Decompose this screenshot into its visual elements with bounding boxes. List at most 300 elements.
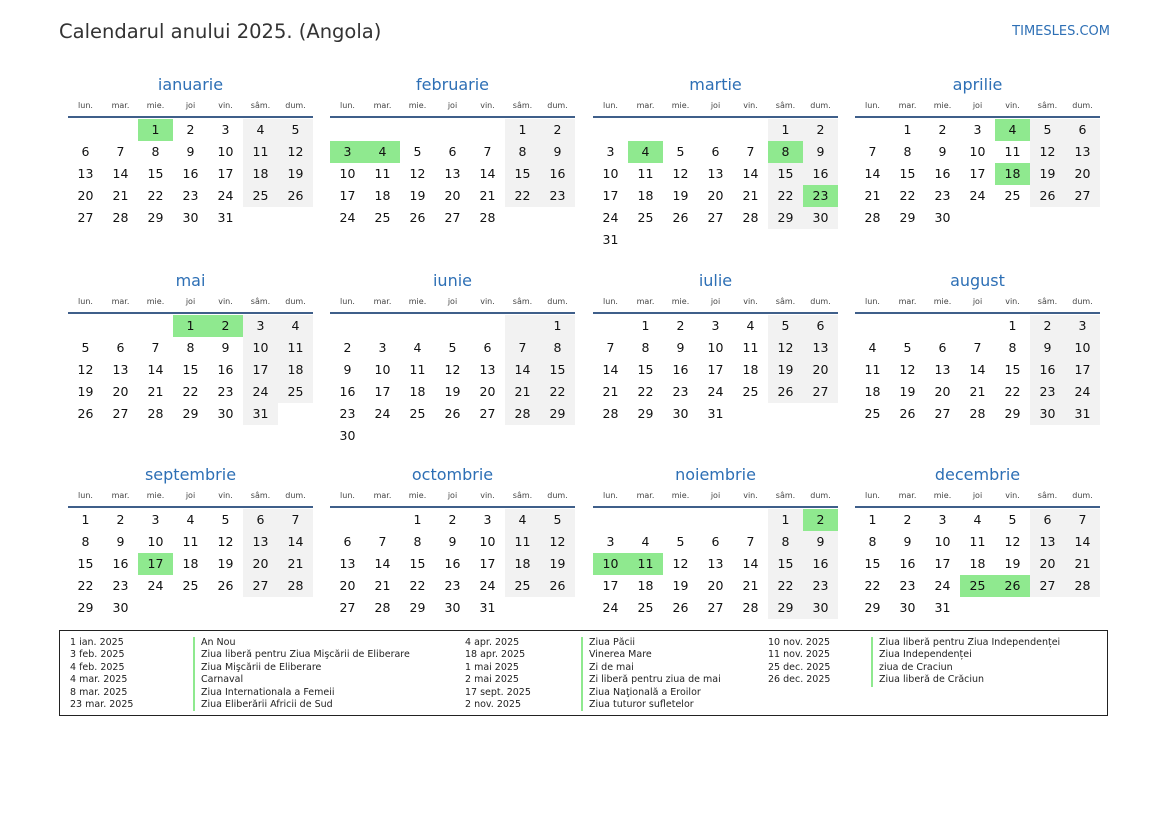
day-cell: 12 — [540, 531, 575, 553]
week-row — [68, 509, 313, 531]
week-row — [593, 163, 838, 185]
day-cell: 24 — [243, 381, 278, 403]
day-cell: 7 — [868, 144, 877, 159]
day-cell: 22 — [540, 381, 575, 403]
day-cell: 8 — [768, 141, 803, 163]
day-cell: 5 — [448, 340, 457, 355]
empty-cell — [628, 509, 663, 531]
weekday-header — [330, 292, 575, 310]
day-cell: 3 — [221, 122, 230, 137]
day-cell: 4 — [973, 512, 982, 527]
week-row — [593, 141, 838, 163]
empty-cell — [505, 425, 540, 447]
day-cell: 8 — [505, 141, 540, 163]
empty-cell — [278, 207, 313, 229]
week-row — [593, 315, 838, 337]
weekday-label: mar. — [373, 296, 392, 306]
weekday-label: dum. — [547, 100, 568, 110]
day-cell: 2 — [803, 119, 838, 141]
day-cell: 14 — [742, 166, 759, 181]
weekday-label: mie. — [933, 296, 952, 306]
empty-cell — [663, 229, 698, 251]
day-cell: 6 — [116, 340, 125, 355]
day-cell: 31 — [479, 600, 496, 615]
empty-cell — [365, 509, 400, 531]
day-cell: 19 — [672, 188, 689, 203]
day-cell: 12 — [899, 362, 916, 377]
day-cell: 4 — [868, 340, 877, 355]
day-cell: 16 — [899, 556, 916, 571]
month-divider — [68, 312, 313, 314]
day-cell: 4 — [505, 509, 540, 531]
day-cell: 2 — [448, 512, 457, 527]
day-cell: 23 — [672, 384, 689, 399]
day-cell: 9 — [803, 141, 838, 163]
legend-holiday-name: Ziua Independenței — [871, 649, 1060, 661]
month-noiembrie — [593, 464, 838, 619]
day-cell: 28 — [864, 210, 881, 225]
day-cell: 5 — [903, 340, 912, 355]
legend-holiday-name: Ziua liberă pentru Ziua Mişcării de Eliberare — [193, 649, 410, 661]
day-cell: 14 — [505, 359, 540, 381]
weekday-label: dum. — [547, 296, 568, 306]
legend-holiday-name: Vinerea Mare — [581, 649, 721, 661]
legend-holiday-name: An Nou — [193, 637, 410, 649]
month-ianuarie — [68, 74, 313, 229]
week-row — [855, 509, 1100, 531]
legend-holiday-name: Zi liberă pentru ziua de mai — [581, 674, 721, 686]
day-cell: 16 — [112, 556, 129, 571]
empty-cell — [330, 509, 365, 531]
day-cell: 7 — [378, 534, 387, 549]
day-cell: 23 — [1030, 381, 1065, 403]
empty-cell — [960, 207, 995, 229]
day-cell: 12 — [672, 556, 689, 571]
week-row — [330, 509, 575, 531]
day-cell: 6 — [711, 144, 720, 159]
legend-holiday-name: Ziua Internationala a Femeii — [193, 687, 410, 699]
legend-dates-col-1 — [70, 637, 133, 711]
empty-cell — [278, 403, 313, 425]
day-cell: 2 — [1030, 315, 1065, 337]
weekday-label: mie. — [408, 296, 427, 306]
day-cell: 15 — [637, 362, 654, 377]
day-cell: 14 — [1065, 531, 1100, 553]
day-cell: 30 — [803, 207, 838, 229]
weekday-label: joi — [972, 296, 983, 306]
day-cell: 28 — [147, 406, 164, 421]
empty-cell — [138, 315, 173, 337]
legend-names-col-1 — [193, 637, 410, 711]
day-cell: 9 — [938, 144, 947, 159]
day-cell: 27 — [444, 210, 461, 225]
day-cell: 13 — [479, 362, 496, 377]
day-cell: 8 — [903, 144, 912, 159]
week-row — [855, 207, 1100, 229]
empty-cell — [855, 119, 890, 141]
weekday-label: mie. — [933, 100, 952, 110]
week-row — [330, 163, 575, 185]
weekday-label: vin. — [480, 100, 495, 110]
month-divider — [330, 116, 575, 118]
day-cell: 29 — [409, 600, 426, 615]
day-cell: 24 — [217, 188, 234, 203]
day-cell: 13 — [1065, 141, 1100, 163]
week-row — [855, 381, 1100, 403]
day-cell: 21 — [742, 188, 759, 203]
week-row — [593, 509, 838, 531]
weekday-header — [855, 486, 1100, 504]
day-cell: 9 — [221, 340, 230, 355]
day-cell: 18 — [637, 578, 654, 593]
week-row — [330, 531, 575, 553]
day-cell: 21 — [479, 188, 496, 203]
empty-cell — [68, 315, 103, 337]
day-cell: 19 — [444, 384, 461, 399]
day-cell: 27 — [1065, 185, 1100, 207]
weekday-label: joi — [710, 490, 721, 500]
day-cell: 27 — [803, 381, 838, 403]
day-cell: 12 — [217, 534, 234, 549]
week-row — [68, 575, 313, 597]
day-cell: 26 — [217, 578, 234, 593]
day-cell: 11 — [969, 534, 986, 549]
week-row — [593, 403, 838, 425]
day-cell: 29 — [637, 406, 654, 421]
day-cell: 11 — [637, 166, 654, 181]
day-cell: 8 — [868, 534, 877, 549]
month-divider — [68, 506, 313, 508]
weekday-label: dum. — [810, 296, 831, 306]
day-cell: 9 — [803, 531, 838, 553]
week-row — [330, 119, 575, 141]
day-cell: 17 — [934, 556, 951, 571]
day-cell: 12 — [278, 141, 313, 163]
empty-cell — [960, 315, 995, 337]
weekday-label: dum. — [1072, 100, 1093, 110]
day-cell: 17 — [138, 553, 173, 575]
day-cell: 21 — [374, 578, 391, 593]
day-cell: 3 — [483, 512, 492, 527]
day-cell: 8 — [641, 340, 650, 355]
weekday-label: joi — [185, 490, 196, 500]
day-cell: 13 — [112, 362, 129, 377]
day-cell: 22 — [147, 188, 164, 203]
weekday-label: vin. — [1005, 296, 1020, 306]
day-cell: 1 — [1008, 318, 1017, 333]
weekday-label: joi — [185, 100, 196, 110]
weekday-label: vin. — [480, 296, 495, 306]
legend-date: 10 nov. 2025 — [768, 637, 831, 648]
day-cell: 30 — [217, 406, 234, 421]
day-cell: 14 — [112, 166, 129, 181]
day-cell: 20 — [707, 188, 724, 203]
day-cell: 11 — [409, 362, 426, 377]
weekday-label: sâm. — [512, 296, 533, 306]
day-cell: 30 — [182, 210, 199, 225]
day-cell: 12 — [1004, 534, 1021, 549]
weekday-label: mar. — [636, 490, 655, 500]
day-cell: 24 — [969, 188, 986, 203]
day-cell: 11 — [505, 531, 540, 553]
day-cell: 7 — [505, 337, 540, 359]
day-cell: 19 — [217, 556, 234, 571]
day-cell: 22 — [899, 188, 916, 203]
day-cell: 3 — [938, 512, 947, 527]
day-cell: 11 — [243, 141, 278, 163]
weekday-label: vin. — [1005, 490, 1020, 500]
day-cell: 11 — [182, 534, 199, 549]
day-cell: 12 — [77, 362, 94, 377]
week-row — [68, 359, 313, 381]
day-cell: 20 — [803, 359, 838, 381]
weekday-label: mar. — [636, 296, 655, 306]
week-row — [855, 163, 1100, 185]
week-row — [855, 337, 1100, 359]
day-cell: 26 — [672, 600, 689, 615]
empty-cell — [663, 119, 698, 141]
weekday-label: sâm. — [250, 100, 271, 110]
day-cell: 27 — [112, 406, 129, 421]
day-cell: 3 — [973, 122, 982, 137]
legend-date: 17 sept. 2025 — [465, 686, 531, 698]
legend-date: 3 feb. 2025 — [70, 649, 125, 661]
day-cell: 19 — [899, 384, 916, 399]
day-cell: 9 — [1030, 337, 1065, 359]
day-cell: 10 — [243, 337, 278, 359]
day-cell: 17 — [602, 188, 619, 203]
week-row — [593, 229, 838, 251]
legend-date: 26 dec. 2025 — [768, 674, 831, 686]
empty-cell — [593, 315, 628, 337]
day-cell: 9 — [448, 534, 457, 549]
week-row — [593, 185, 838, 207]
month-septembrie — [68, 464, 313, 619]
weekday-label: mar. — [111, 100, 130, 110]
day-cell: 25 — [505, 575, 540, 597]
day-cell: 3 — [711, 318, 720, 333]
day-cell: 25 — [864, 406, 881, 421]
week-row — [330, 425, 575, 447]
day-cell: 15 — [409, 556, 426, 571]
week-row — [68, 381, 313, 403]
weekday-label: joi — [972, 490, 983, 500]
weekday-label: sâm. — [512, 490, 533, 500]
weekday-label: lun. — [603, 296, 618, 306]
empty-cell — [1030, 207, 1065, 229]
day-cell: 24 — [374, 406, 391, 421]
day-cell: 1 — [540, 315, 575, 337]
day-cell: 31 — [243, 403, 278, 425]
empty-cell — [733, 119, 768, 141]
day-cell: 23 — [803, 185, 838, 207]
week-row — [330, 381, 575, 403]
legend-holiday-name: Carnaval — [193, 674, 410, 686]
day-cell: 19 — [540, 553, 575, 575]
day-cell: 10 — [479, 534, 496, 549]
day-cell: 27 — [707, 600, 724, 615]
month-name: iulie — [698, 271, 733, 290]
empty-cell — [278, 597, 313, 619]
day-cell: 21 — [864, 188, 881, 203]
day-cell: 29 — [864, 600, 881, 615]
weekday-label: mar. — [898, 100, 917, 110]
day-cell: 29 — [182, 406, 199, 421]
empty-cell — [365, 119, 400, 141]
legend-holiday-name: Zi de mai — [581, 662, 721, 674]
weekday-label: mar. — [898, 296, 917, 306]
month-name: august — [950, 271, 1005, 290]
month-octombrie — [330, 464, 575, 619]
empty-cell — [505, 597, 540, 619]
week-row — [68, 119, 313, 141]
day-cell: 22 — [637, 384, 654, 399]
week-row — [68, 163, 313, 185]
day-cell: 30 — [339, 428, 356, 443]
month-divider — [855, 312, 1100, 314]
day-cell: 21 — [742, 578, 759, 593]
day-cell: 4 — [746, 318, 755, 333]
weekday-label: lun. — [865, 490, 880, 500]
empty-cell — [663, 509, 698, 531]
legend-date: 4 apr. 2025 — [465, 637, 520, 648]
empty-cell — [365, 315, 400, 337]
weekday-label: mie. — [671, 100, 690, 110]
day-cell: 14 — [278, 531, 313, 553]
day-cell: 10 — [339, 166, 356, 181]
legend-holiday-name: Ziua Naţională a Eroilor — [581, 687, 721, 699]
day-cell: 22 — [768, 575, 803, 597]
day-cell: 23 — [540, 185, 575, 207]
month-name: mai — [175, 271, 206, 290]
weekday-label: joi — [447, 296, 458, 306]
week-row — [68, 553, 313, 575]
empty-cell — [855, 315, 890, 337]
empty-cell — [365, 425, 400, 447]
day-cell: 14 — [602, 362, 619, 377]
day-cell: 26 — [995, 575, 1030, 597]
day-cell: 2 — [903, 512, 912, 527]
day-cell: 26 — [899, 406, 916, 421]
day-cell: 15 — [768, 553, 803, 575]
weekday-label: sâm. — [250, 490, 271, 500]
day-cell: 16 — [339, 384, 356, 399]
month-aprilie — [855, 74, 1100, 229]
weekday-label: dum. — [285, 490, 306, 500]
legend-date: 4 feb. 2025 — [70, 661, 125, 673]
day-cell: 1 — [505, 119, 540, 141]
day-cell: 24 — [339, 210, 356, 225]
weekday-header — [855, 292, 1100, 310]
day-cell: 7 — [151, 340, 160, 355]
weekday-label: dum. — [285, 100, 306, 110]
day-cell: 24 — [479, 578, 496, 593]
month-divider — [593, 116, 838, 118]
day-cell: 8 — [768, 531, 803, 553]
week-row — [68, 141, 313, 163]
day-cell: 7 — [278, 509, 313, 531]
legend-holiday-name: Ziua Păcii — [581, 637, 721, 649]
day-cell: 15 — [77, 556, 94, 571]
day-cell: 14 — [742, 556, 759, 571]
day-cell: 10 — [602, 166, 619, 181]
day-cell: 28 — [1065, 575, 1100, 597]
day-cell: 29 — [540, 403, 575, 425]
day-cell: 5 — [413, 144, 422, 159]
day-cell: 11 — [864, 362, 881, 377]
empty-cell — [628, 229, 663, 251]
day-cell: 12 — [409, 166, 426, 181]
week-row — [330, 403, 575, 425]
day-cell: 23 — [934, 188, 951, 203]
day-cell: 2 — [803, 509, 838, 531]
month-name: decembrie — [934, 465, 1021, 484]
day-cell: 1 — [768, 119, 803, 141]
day-cell: 9 — [186, 144, 195, 159]
weekday-label: lun. — [78, 490, 93, 500]
day-cell: 22 — [505, 185, 540, 207]
legend-date: 25 dec. 2025 — [768, 661, 831, 673]
day-cell: 19 — [768, 359, 803, 381]
day-cell: 21 — [602, 384, 619, 399]
legend-date: 4 mar. 2025 — [70, 674, 128, 686]
weekday-label: vin. — [743, 296, 758, 306]
empty-cell — [733, 509, 768, 531]
day-cell: 23 — [899, 578, 916, 593]
day-cell: 10 — [147, 534, 164, 549]
day-cell: 4 — [995, 119, 1030, 141]
day-cell: 26 — [768, 381, 803, 403]
day-cell: 14 — [374, 556, 391, 571]
day-cell: 30 — [112, 600, 129, 615]
legend-holiday-name: ziua de Craciun — [871, 662, 1060, 674]
day-cell: 4 — [641, 534, 650, 549]
day-cell: 1 — [641, 318, 650, 333]
day-cell: 27 — [934, 406, 951, 421]
day-cell: 3 — [378, 340, 387, 355]
month-mai — [68, 270, 313, 425]
day-cell: 27 — [1030, 575, 1065, 597]
empty-cell — [400, 119, 435, 141]
day-cell: 1 — [173, 315, 208, 337]
week-row — [593, 337, 838, 359]
empty-cell — [330, 119, 365, 141]
week-row — [330, 359, 575, 381]
day-cell: 1 — [413, 512, 422, 527]
weekday-header — [593, 486, 838, 504]
day-cell: 20 — [112, 384, 129, 399]
weekday-label: mar. — [636, 100, 655, 110]
day-cell: 13 — [803, 337, 838, 359]
weekday-label: mar. — [373, 490, 392, 500]
day-cell: 19 — [77, 384, 94, 399]
day-cell: 5 — [1030, 119, 1065, 141]
day-cell: 15 — [768, 163, 803, 185]
day-cell: 16 — [182, 166, 199, 181]
weekday-label: lun. — [340, 100, 355, 110]
weekday-label: mie. — [671, 490, 690, 500]
legend-holiday-name: Ziua liberă de Crăciun — [871, 674, 1060, 686]
legend-holiday-name: Ziua Eliberării Africii de Sud — [193, 699, 410, 711]
empty-cell — [470, 119, 505, 141]
site-link[interactable]: TIMESLES.COM — [1012, 24, 1110, 39]
empty-cell — [593, 119, 628, 141]
day-cell: 28 — [742, 600, 759, 615]
day-cell: 6 — [1030, 509, 1065, 531]
weekday-label: sâm. — [775, 100, 796, 110]
day-cell: 3 — [606, 534, 615, 549]
day-cell: 12 — [672, 166, 689, 181]
